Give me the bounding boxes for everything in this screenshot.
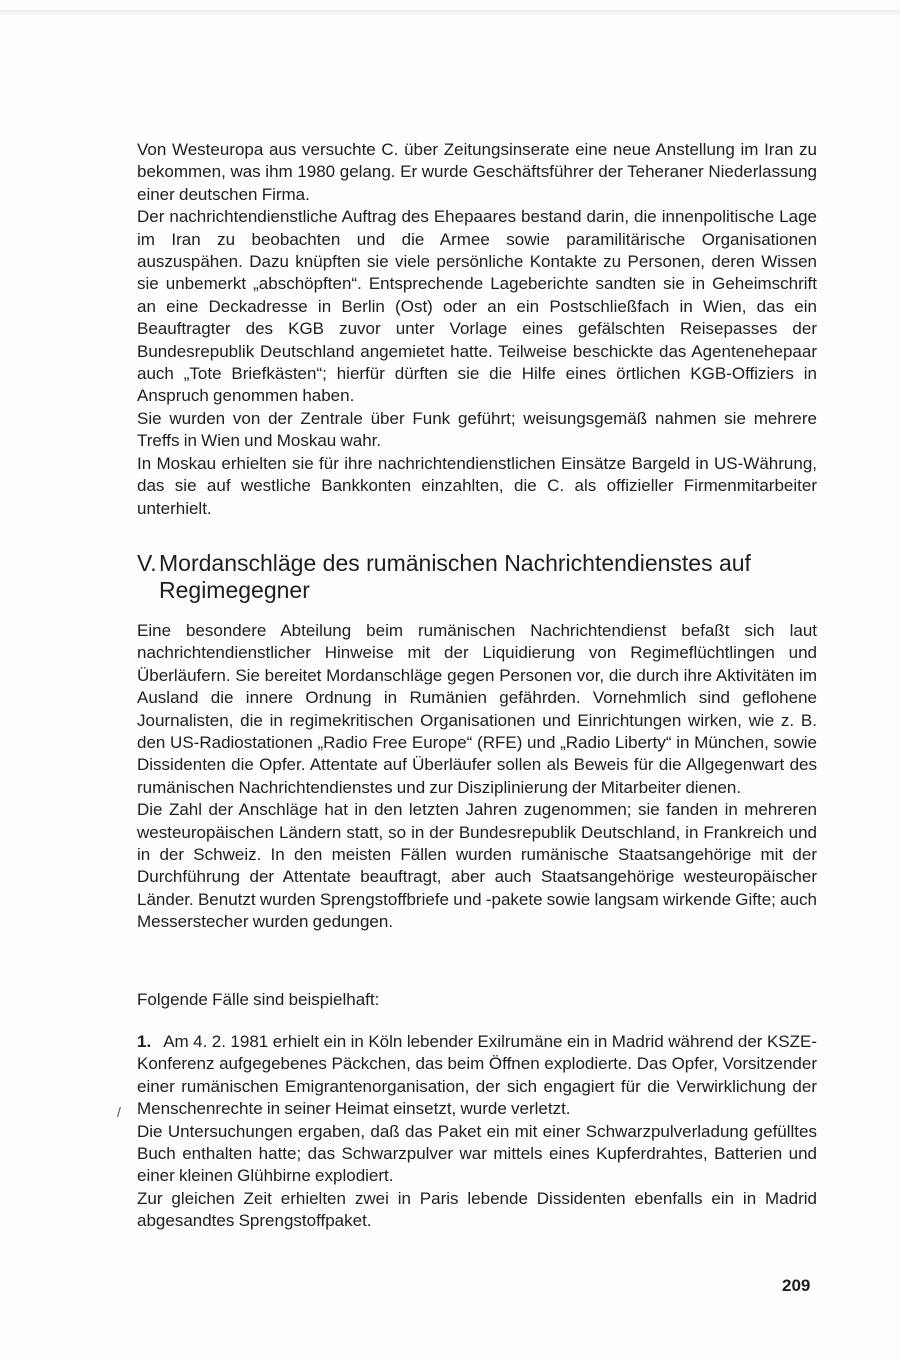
paragraph: Die Zahl der Anschläge hat in den letzten Jahren zugenommen; sie fanden in mehreren westeuropäischen Ländern statt, so in der Bundesrepublik Deutschland, in Frankreich und in der Schweiz. In den meisten Fällen wurden rumänische Staatsangehörige mit der Durchführung der Attentate beauftragt, aber auch Staatsangehörige westeuropäischer Länder. Benutzt wurden Sprengstoffbriefe und -pakete sowie langsam wirkende Gifte; auch Messerstecher wurden gedungen. <box>137 800 817 932</box>
case-lead-paragraph <box>137 1031 817 1121</box>
paragraph: Eine besondere Abteilung beim rumänischen Nachrichtendienst befaßt sich laut nachrichtendienstlicher Hinweise mit der Liquidierung von Regimeflüchtlingen und Überläufern. Sie bereitet Mordanschläge gegen Personen vor, die durch ihre Aktivitäten im Ausland die innere Ordnung in Rumänien gefährden. Vornehmlich sind geflohene Journalisten, die in regimekritischen Organisationen und Einrichtungen wirken, wie z. B. den US-Radiostationen „Radio Free Europe“ (RFE) und „Radio Liberty“ in München, sowie Dissidenten die Opfer. Attentate auf Überläufer sollen als Beweis für die Allgegenwart des rumänischen Nachrichtendienstes und zur Disziplinierung der Mitarbeiter dienen. <box>137 621 817 797</box>
paragraph: Der nachrichtendienstliche Auftrag des Ehepaares bestand darin, die innenpolitische Lage im Iran zu beobachten und die Armee sowie paramilitärische Organisationen auszuspähen. Dazu knüpften sie viele persönliche Kontakte zu Personen, deren Wissen sie unbemerkt „abschöpften“. Entsprechende Lageberichte sandten sie in Geheimschrift an eine Deckadresse in Berlin (Ost) oder an ein Postschließfach in Wien, das ein Beauftragter des KGB zuvor unter Vorlage eines gefälschten Reisepasses der Bundesrepublik Deutschland angemietet hatte. Teilweise beschickte das Agentenehepaar auch „Tote Briefkästen“; hierfür dürften sie die Hilfe eines örtlichen KGB-Offiziers in Anspruch genommen haben. <box>137 207 817 406</box>
case-lead-text: Am 4. 2. 1981 erhielt ein in Köln lebender Exilrumäne ein in Madrid während der KSZE-Konferenz aufgegebenes Päckchen, das beim Öffnen explodierte. Das Opfer, Vorsitzender einer rumänischen Emigrantenorganisation, der sich engagiert für die Verwirklichung der Menschenrechte in seiner Heimat einsetzt, wurde verletzt. <box>137 1032 817 1119</box>
case-1 <box>137 1031 817 1233</box>
section-a <box>137 139 817 520</box>
heading-line-2: Regimegegner <box>159 577 310 603</box>
section-b <box>137 620 817 934</box>
paragraph: Die Untersuchungen ergaben, daß das Paket ein mit einer Schwarzpulverladung gefülltes Buch enthalten hatte; das Schwarzpulver war mittels eines Kupferdrahtes, Batterien und einer kleinen Glühbirne explodiert. <box>137 1121 817 1186</box>
heading-line-1: Mordanschläge des rumänischen Nachrichtendienstes auf <box>159 550 751 576</box>
section-heading <box>137 550 817 604</box>
paragraph: Zur gleichen Zeit erhielten zwei in Paris lebende Dissidenten ebenfalls ein in Madrid abgesandtes Sprengstoffpaket. <box>137 1188 817 1231</box>
intro-text: Folgende Fälle sind beispielhaft: <box>137 990 380 1009</box>
top-rule <box>0 10 900 15</box>
case-number: 1. <box>137 1032 152 1051</box>
cases-intro <box>137 989 817 1011</box>
paragraph: Sie wurden von der Zentrale über Funk geführt; weisungsgemäß nahmen sie mehrere Treffs in Wien und Moskau wahr. <box>137 408 817 451</box>
paragraph: Von Westeuropa aus versuchte C. über Zeitungsinserate eine neue Anstellung im Iran zu bekommen, was ihm 1980 gelang. Er wurde Geschäftsführer der Teheraner Niederlassung einer deutschen Firma. <box>137 140 817 204</box>
heading-number: V. <box>137 550 157 576</box>
paragraph: In Moskau erhielten sie für ihre nachrichtendienstlichen Einsätze Bargeld in US-Währung, das sie auf westliche Bankkonten einzahlten, die C. als offizieller Firmenmitarbeiter unterhielt. <box>137 453 817 518</box>
page-number: 209 <box>782 1276 811 1295</box>
margin-mark: / <box>117 1104 121 1120</box>
